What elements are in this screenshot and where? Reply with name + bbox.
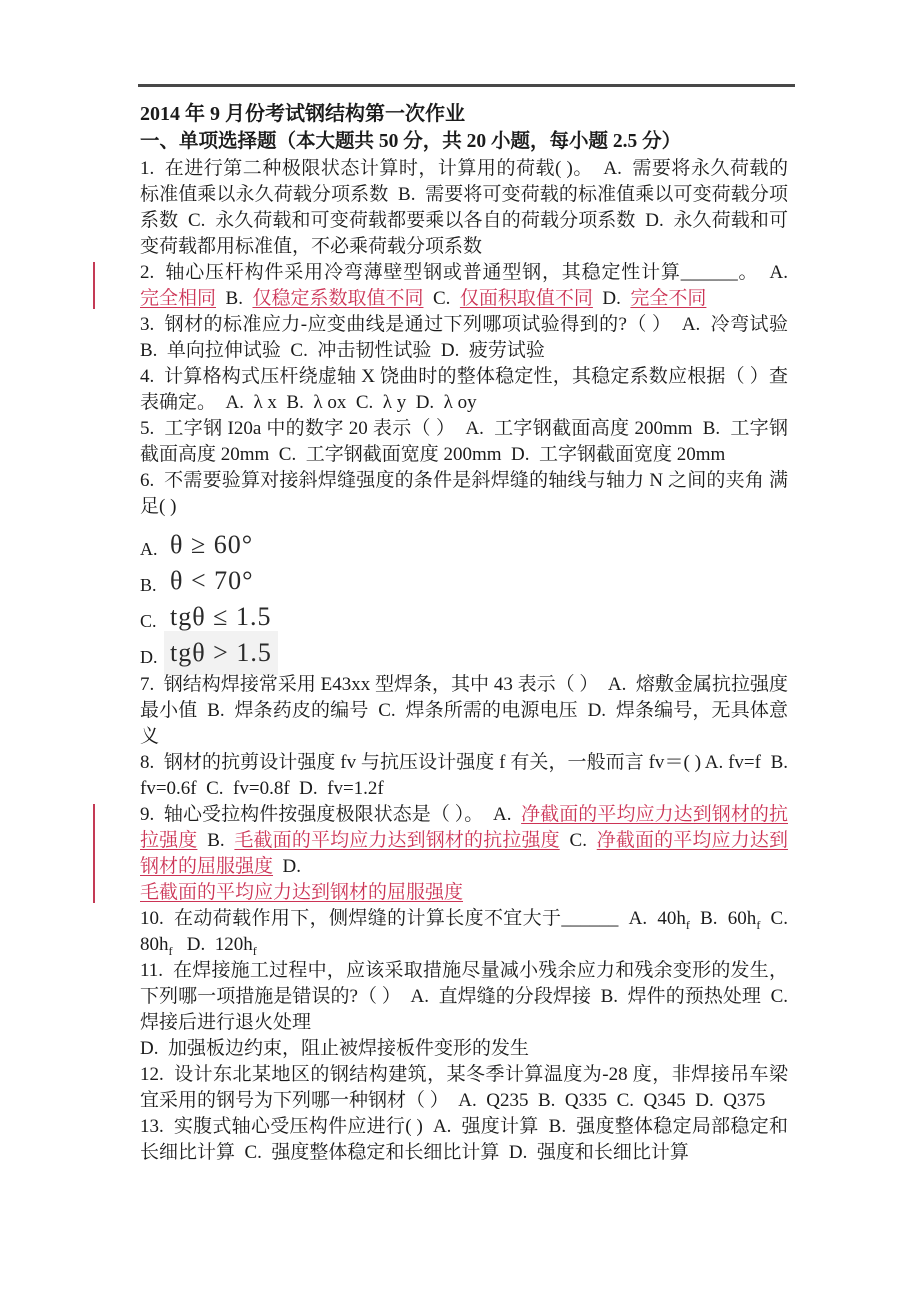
question-11-option-d: D. 加强板边约束，阻止被焊接板件变形的发生: [140, 1038, 529, 1059]
header-rule: [138, 84, 795, 87]
question-9: 9. 轴心受拉构件按强度极限状态是（ ）。 A. 净截面的平均应力达到钢材的抗拉强度 B. 毛截面的平均应力达到钢材的抗拉强度 C. 净截面的平均应力达到钢材的屈服强度 D. 毛截面的平均应力达到钢材的屈服强度: [140, 802, 788, 906]
document-content: [140, 100, 798, 1166]
question-1: 1. 在进行第二种极限状态计算时，计算用的荷载( )。 A. 需要将永久荷载的标准值乘以永久荷载分项系数 B. 需要将可变荷载的标准值乘以可变荷载分项系数 C. 永久荷载和可变荷载都要乘以各自的荷载分项系数 D. 永久荷载和可变荷载都用标准值，不必乘荷载分项系数: [140, 158, 788, 257]
option-label: D.: [140, 647, 158, 667]
question-6-formula-options: [140, 525, 788, 669]
formula-tg-theta-le-1-5: tgθ ≤ 1.5: [170, 602, 272, 631]
option-label: B.: [140, 575, 157, 595]
question-4: 4. 计算格构式压杆绕虚轴 X 饶曲时的整体稳定性，其稳定系数应根据（ ）查表确定。 A. λ x B. λ ox C. λ y D. λ oy: [140, 366, 788, 413]
question-12: 12. 设计东北某地区的钢结构建筑，某冬季计算温度为-28 度，非焊接吊车梁宜采用的钢号为下列哪一种钢材（ ） A. Q235 B. Q335 C. Q345 D. Q375: [140, 1064, 788, 1111]
question-6: 6. 不需要验算对接斜焊缝强度的条件是斜焊缝的轴线与轴力 N 之间的夹角 满足( ): [140, 470, 788, 517]
option-label: C.: [140, 611, 157, 631]
revision-change-bar: [93, 804, 95, 903]
formula-theta-lt-70: θ < 70°: [170, 566, 254, 595]
section-heading: 一、单项选择题（本大题共 50 分，共 20 小题，每小题 2.5 分）: [140, 131, 682, 152]
option-label: A.: [140, 539, 158, 559]
q6-option-d: [140, 633, 788, 669]
question-5: 5. 工字钢 I20a 中的数字 20 表示（ ） A. 工字钢截面高度 200mm B. 工字钢截面高度 20mm C. 工字钢截面宽度 200mm D. 工字钢截面宽度 20mm: [140, 418, 788, 465]
q6-option-c: [140, 597, 788, 633]
question-7: 7. 钢结构焊接常采用 E43xx 型焊条，其中 43 表示（ ） A. 熔敷金属抗拉强度最小值 B. 焊条药皮的编号 C. 焊条所需的电源电压 D. 焊条编号，无具体意义: [140, 674, 788, 747]
q6-option-a: [140, 525, 788, 561]
q6-option-b: [140, 561, 788, 597]
question-3: 3. 钢材的标准应力-应变曲线是通过下列哪项试验得到的?（ ） A. 冷弯试验 B. 单向拉伸试验 C. 冲击韧性试验 D. 疲劳试验: [140, 314, 798, 361]
question-10: 10. 在动荷载作用下，侧焊缝的计算长度不宜大于______ A. $40h_f$ B. $60h_f$ C. $80h_f$ D. $120h_f$: [140, 908, 798, 958]
question-8: 8. 钢材的抗剪设计强度 fv 与抗压设计强度 f 有关，一般而言 fv＝( ) A. fv=f B. fv=0.6f C. fv=0.8f D. fv=1.2f: [140, 752, 798, 799]
revision-change-bar: [93, 262, 95, 309]
page-title: 2014 年 9 月份考试钢结构第一次作业: [140, 103, 465, 125]
formula-theta-ge-60: θ ≥ 60°: [170, 530, 254, 559]
formula-tg-theta-gt-1-5: tgθ > 1.5: [170, 638, 272, 667]
question-13: 13. 实腹式轴心受压构件应进行( ) A. 强度计算 B. 强度整体稳定局部稳定和长细比计算 C. 强度整体稳定和长细比计算 D. 强度和长细比计算: [140, 1116, 788, 1163]
question-11: 11. 在焊接施工过程中，应该采取措施尽量减小残余应力和残余变形的发生，下列哪一项措施是错误的?（ ） A. 直焊缝的分段焊接 B. 焊件的预热处理 C. 焊接后进行退火处理: [140, 960, 798, 1033]
question-2: 2. 轴心压杆构件采用冷弯薄壁型钢或普通型钢，其稳定性计算______。 A. 完全相同 B. 仅稳定系数取值不同 C. 仅面积取值不同 D. 完全不同: [140, 260, 788, 312]
